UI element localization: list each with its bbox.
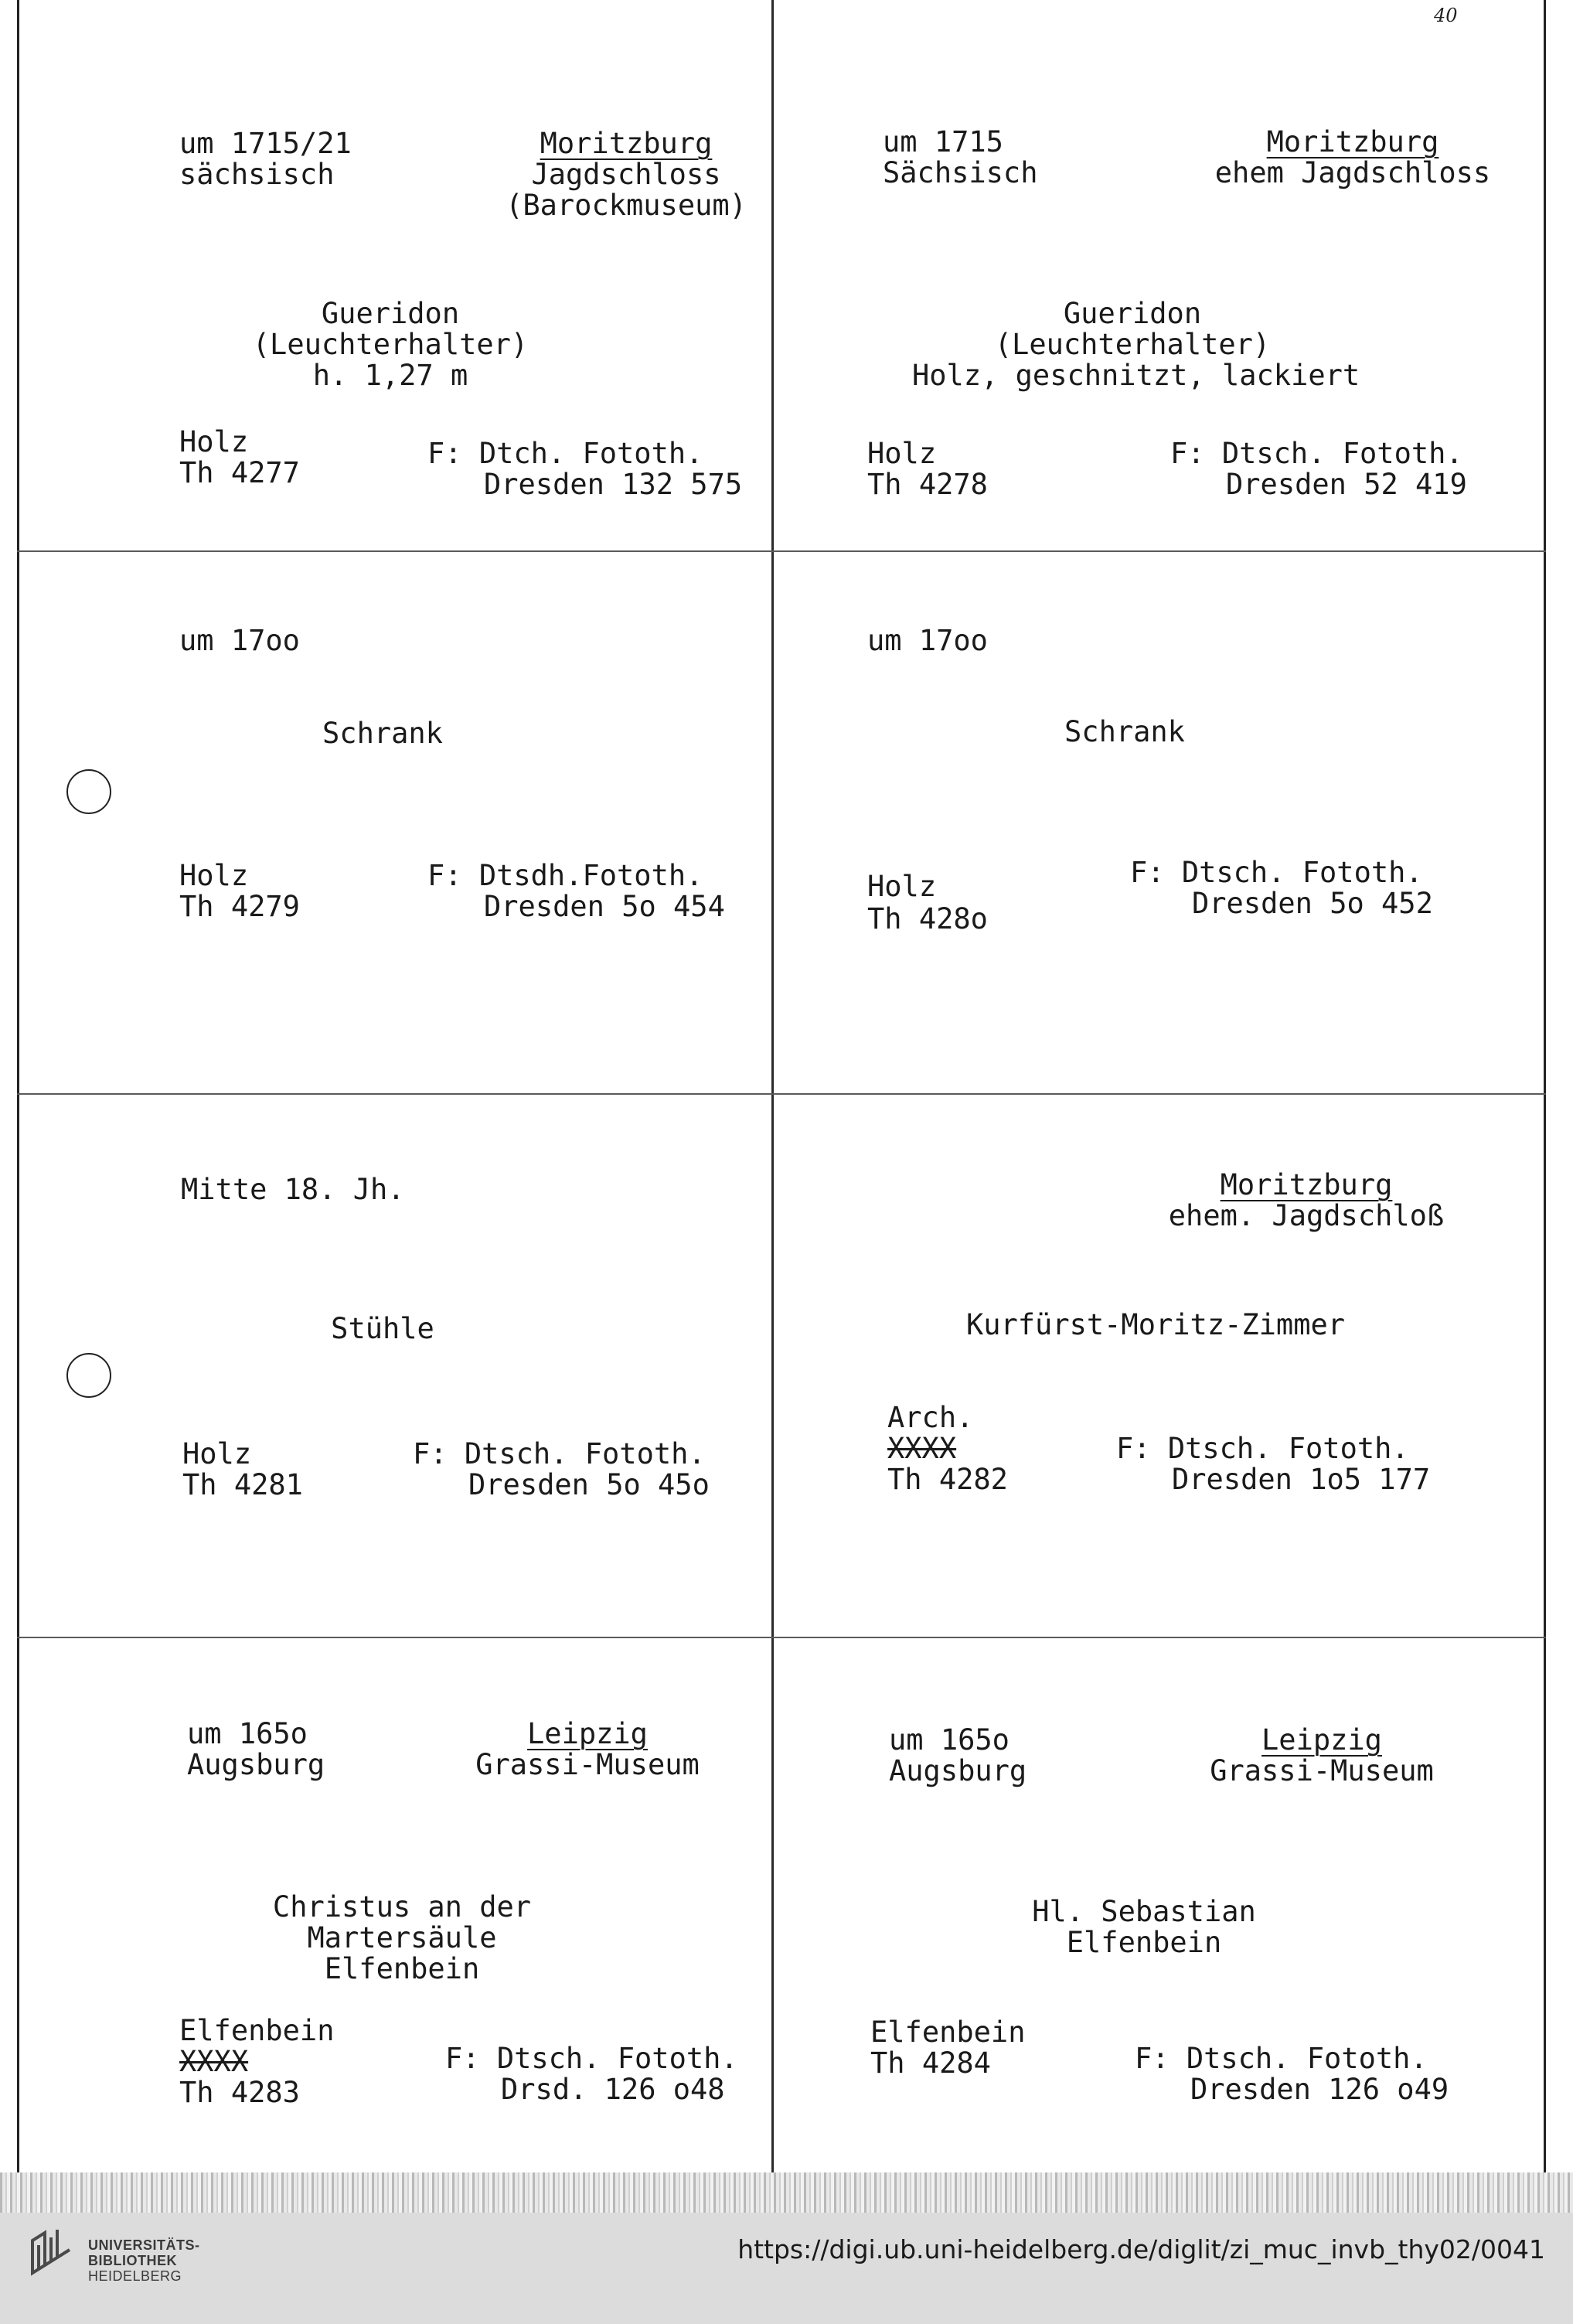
card-title-line: Christus an der: [272, 1890, 532, 1924]
card-date: Mitte 18. Jh.: [181, 1173, 405, 1206]
punch-hole: [66, 1353, 111, 1398]
card-origin: sächsisch: [179, 158, 335, 191]
card-place: Leipzig: [1261, 1723, 1382, 1757]
punch-hole: [66, 769, 111, 814]
card-place-sub2: (Barockmuseum): [506, 189, 747, 222]
card-title-line: Hl. Sebastian: [1032, 1895, 1256, 1928]
card-origin: Augsburg: [889, 1754, 1027, 1787]
source-url-link[interactable]: https://digi.ub.uni-heidelberg.de/diglit/zi_muc_invb_thy02/0041: [737, 2234, 1545, 2264]
card-date: um 165o: [889, 1723, 1010, 1757]
card-material: Holz: [867, 437, 937, 470]
library-logo-text: [88, 2237, 200, 2284]
card-date: um 1715: [883, 125, 1003, 158]
horizontal-divider: [17, 1637, 1546, 1638]
card-material: Arch.: [887, 1401, 974, 1434]
sheet-left-edge: [17, 0, 19, 2172]
card-inventory: Th 4277: [179, 456, 300, 489]
logo-line: HEIDELBERG: [88, 2268, 182, 2284]
horizontal-divider: [17, 550, 1546, 552]
card-photo-number: Dresden 5o 452: [1192, 887, 1433, 920]
card-title-line: Holz, geschnitzt, lackiert: [912, 359, 1360, 392]
card-title-line: Elfenbein: [1066, 1926, 1222, 1959]
card-title-line: (Leuchterhalter): [994, 328, 1271, 361]
card-photo-source: F: Dtsch. Fototh.: [413, 1437, 706, 1470]
card-date: um 17oo: [179, 624, 300, 657]
card-place-sub: Grassi-Museum: [1210, 1754, 1434, 1787]
card-inventory: Th 4279: [179, 890, 300, 923]
card-photo-number: Dresden 132 575: [484, 468, 743, 501]
footer-bar: [0, 2213, 1573, 2324]
card-photo-source: F: Dtsch. Fototh.: [1170, 437, 1463, 470]
card-origin: Sächsisch: [883, 156, 1038, 189]
card-title-line: Schrank: [1064, 715, 1185, 748]
card-place: Moritzburg: [1266, 125, 1439, 158]
card-photo-source: F: Dtsch. Fototh.: [1116, 1432, 1409, 1465]
card-title-line: h. 1,27 m: [312, 359, 468, 392]
sheet-right-edge: [1544, 0, 1546, 2172]
card-title-line: (Leuchterhalter): [252, 328, 529, 361]
card-place: Moritzburg: [540, 127, 713, 160]
logo-line: BIBLIOTHEK: [88, 2253, 177, 2268]
card-inventory: Th 4278: [867, 468, 988, 501]
card-material: Holz: [867, 870, 937, 903]
card-photo-source: F: Dtch. Fototh.: [427, 437, 703, 470]
card-photo-source: F: Dtsch. Fototh.: [445, 2042, 738, 2075]
card-date: um 17oo: [867, 624, 988, 657]
card-inventory: Th 4284: [870, 2046, 991, 2080]
card-place-sub: ehem. Jagdschloß: [1168, 1199, 1445, 1232]
card-photo-number: Dresden 5o 454: [484, 890, 725, 923]
card-origin: Augsburg: [187, 1748, 325, 1781]
vertical-divider: [771, 0, 774, 2172]
card-title-line: Schrank: [322, 717, 443, 750]
card-title-line: Stühle: [331, 1312, 434, 1345]
card-inventory: Th 428o: [867, 902, 988, 935]
logo-line: UNIVERSITÄTS-: [88, 2237, 200, 2253]
card-photo-number: Dresden 126 o49: [1190, 2073, 1449, 2106]
card-place-sub: ehem Jagdschloss: [1214, 156, 1491, 189]
card-photo-source: F: Dtsdh.Fototh.: [427, 859, 703, 892]
page-number: 40: [1434, 5, 1458, 26]
card-title-line: Martersäule: [307, 1921, 497, 1954]
card-place: Leipzig: [527, 1717, 648, 1750]
card-inventory: Th 4281: [182, 1468, 303, 1501]
card-photo-number: Dresden 1o5 177: [1172, 1463, 1431, 1496]
card-struck-line: XXXX: [887, 1432, 957, 1465]
card-material: Elfenbein: [870, 2016, 1026, 2049]
card-title-line: Gueridon: [1063, 297, 1202, 330]
card-struck-line: XXXX: [179, 2045, 249, 2078]
card-photo-source: F: Dtsch. Fototh.: [1130, 856, 1423, 889]
card-date: um 1715/21: [179, 127, 352, 160]
card-inventory: Th 4283: [179, 2076, 300, 2109]
card-photo-number: Dresden 52 419: [1226, 468, 1467, 501]
card-date: um 165o: [187, 1717, 308, 1750]
card-inventory: Th 4282: [887, 1463, 1008, 1496]
card-photo-source: F: Dtsch. Fototh.: [1135, 2042, 1428, 2075]
card-place: Moritzburg: [1220, 1168, 1393, 1201]
card-place-sub: Grassi-Museum: [475, 1748, 700, 1781]
horizontal-divider: [17, 1093, 1546, 1095]
card-material: Holz: [182, 1437, 252, 1470]
card-material: Holz: [179, 425, 249, 458]
card-photo-number: Dresden 5o 45o: [468, 1468, 710, 1501]
card-title-line: Kurfürst-Moritz-Zimmer: [965, 1308, 1346, 1341]
card-title-line: Elfenbein: [324, 1952, 480, 1985]
card-place-sub: Jagdschloss: [531, 158, 721, 191]
library-logo-icon: [28, 2227, 74, 2278]
card-photo-number: Drsd. 126 o48: [501, 2073, 725, 2106]
card-material: Elfenbein: [179, 2014, 335, 2047]
card-title-line: Gueridon: [321, 297, 460, 330]
scan-edge-strip: [0, 2172, 1573, 2213]
card-material: Holz: [179, 859, 249, 892]
